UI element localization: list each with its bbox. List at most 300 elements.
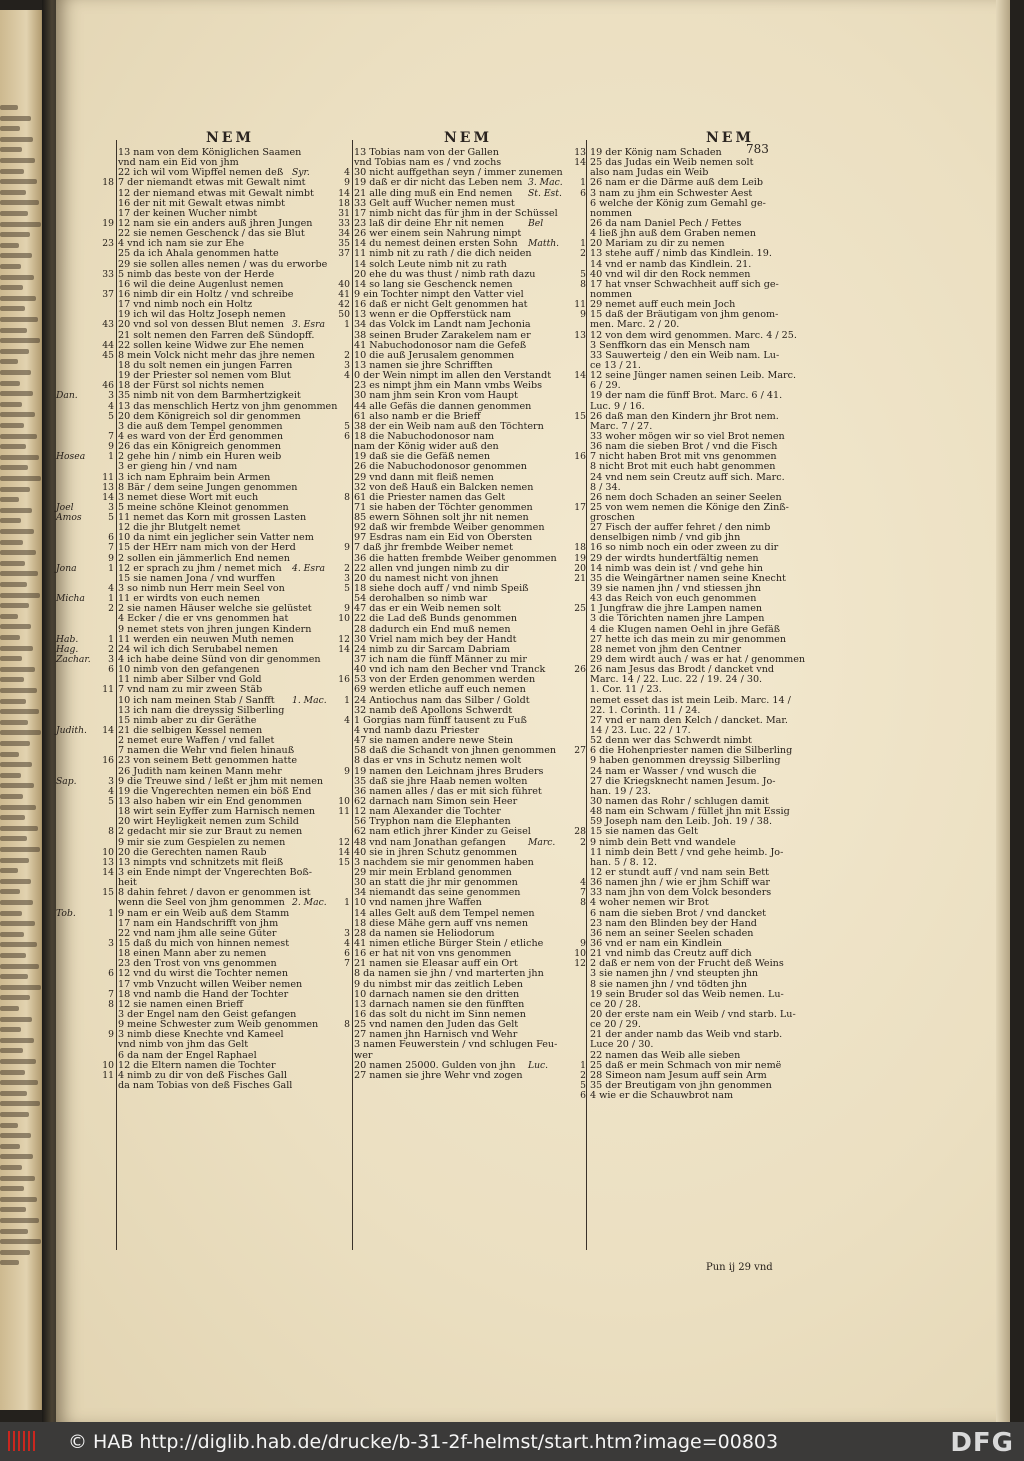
previous-page-text-mark [0,1229,28,1234]
entry-text: 53 von der Erden genommen werden [354,674,536,686]
entry-text: 3 nimb diese Knechte vnd Kameel [118,1029,284,1041]
entry-text: 20 dem Königreich sol dir genommen [118,410,301,422]
dfg-logo[interactable]: DFG [950,1428,1014,1458]
entry-text: 20 Mariam zu dir zu nemen [590,238,725,250]
entry-text: 17 vnd nimb noch ein Holtz [118,299,253,311]
entry-text: 12 er stundt auff / vnd nam sein Bett [590,866,769,878]
previous-page-text-mark [0,699,26,704]
entry-text: 29 vnd dann mit fleiß nemen [354,471,494,483]
entry-text: 19 daß sie die Gefäß nemen [354,451,491,463]
previous-page-text-mark [0,1091,27,1096]
page-folio: 783 [746,142,769,156]
index-entry [528,370,797,382]
entry-text: 97 Esdras nam ein Eid von Obersten [354,532,533,544]
entry-text: nemet esset das ist mein Leib. Marc. 14 / [590,694,791,706]
entry-text: 24 vnd nem sein Creutz auff sich. Marc. [590,471,785,483]
chapter-number: 9 [108,552,114,564]
previous-page-text-mark [0,317,38,322]
previous-page-text-mark [0,200,39,205]
index-entry [528,988,784,1000]
entry-text: 47 das er ein Weib nemen solt [354,603,501,615]
chapter-number: 11 [102,1069,114,1081]
chapter-number: 13 [574,147,586,158]
chapter-number: 31 [338,207,350,219]
index-entry [56,320,292,330]
book-reference: Marc. [528,836,556,848]
entry-text: 13 darnach namen sie den fünfften [354,998,525,1010]
entry-text: 34 das Volck im Landt nam Jechonia [354,319,531,331]
previous-page-text-mark [0,275,34,280]
previous-page-text-mark [0,752,19,757]
chapter-number: 34 [338,228,350,240]
chapter-number: 3 [344,359,350,371]
entry-text: 12 vnd du wirst die Tochter nemen [118,968,289,980]
entry-text: 8 / 34. [590,481,621,493]
chapter-number: 21 [574,572,586,584]
previous-page-text-mark [0,964,39,969]
previous-page-text-mark [0,1048,23,1053]
previous-page-text-mark [0,296,36,301]
chapter-number: 8 [108,826,114,838]
chapter-number: 6 [344,430,350,442]
entry-text: 44 alle Gefäs die dannen genommen [354,400,532,412]
chapter-number: 16 [574,451,586,463]
entry-text: 59 Joseph nam den Leib. Joh. 19 / 38. [590,816,772,828]
previous-page-text-mark [0,444,26,449]
previous-page-text-mark [0,783,34,788]
previous-page-text-mark [0,921,35,926]
entry-text: 48 vnd nam Jonathan gefangen [354,836,506,848]
book-reference: Matth. [528,238,560,250]
entry-text: 30 Vriel nam mich bey der Handt [354,633,517,645]
entry-text: 12 von dem wird genommen. Marc. 4 / 25. [590,329,797,341]
chapter-number: 16 [102,755,114,767]
chapter-number: 50 [338,309,350,321]
chapter-number: 33 [102,268,114,280]
index-entry [528,390,783,402]
chapter-number: 28 [574,826,586,838]
chapter-number: 1 [108,593,114,605]
entry-text: 3 die auß dem Tempel genommen [118,420,283,432]
chapter-number: 1 [108,451,114,463]
previous-page-text-mark [0,730,41,735]
chapter-number: 9 [108,1029,114,1041]
entry-text: 8 Bär / dem seine Jungen genommen [118,481,298,493]
previous-page-text-mark [0,561,25,566]
entry-text: 36 vnd er nam ein Kindlein [590,937,722,949]
entry-text: 21 alle ding muß ein End nemen [354,187,513,199]
entry-text: 6 die Hohenpriester namen die Silberling [590,745,793,757]
entry-text: 29 sie sollen alles nemen / was du erworbe [118,258,328,270]
chapter-number: 1 [344,897,350,909]
entry-text: 27 Fisch der auffer fehret / den nimb [590,522,771,534]
previous-page-text-mark [0,1186,24,1191]
entry-text: 17 hat vnser Schwachheit auff sich ge- [590,278,779,290]
entry-text: 9 mir sie zum Gespielen zu nemen [118,836,286,848]
previous-page-text-mark [0,158,35,163]
entry-text: 9 du nimbst mir das zeitlich Leben [354,978,523,990]
entry-text: 3 nam zu jhm ein Schwester Aest [590,187,753,199]
chapter-number: 11 [338,806,350,818]
entry-text: Marc. 14 / 22. Luc. 22 / 19. 24 / 30. [590,674,763,686]
previous-page-text-mark [0,953,26,958]
entry-text: 20 namen 25000. Gulden von jhn [354,1059,516,1071]
entry-text: 14 nimb was dein ist / vnd gehe hin [590,562,763,574]
entry-text: 18 die Nabuchodonosor nam [354,430,495,442]
chapter-number: 5 [108,796,114,807]
entry-text: 20 die Gerechten namen Raub [118,846,267,858]
book-reference: 3. Mac. [528,177,563,189]
entry-text: 1 Gorgias nam fünff tausent zu Fuß [354,714,527,726]
entry-text: 11 nemet das Korn mit grossen Lasten [118,512,307,524]
entry-text: 16 daß er nicht Gelt genommen hat [354,299,528,311]
chapter-number: 20 [574,562,586,574]
entry-text: 32 von deß Hauß ein Balcken nemen [354,481,534,493]
previous-page-text-mark [0,222,41,227]
entry-text: 5 meine schöne Kleinot genommen [118,501,289,513]
previous-page-text-mark [0,137,33,142]
chapter-number: 5 [344,420,350,432]
chapter-number: 3 [108,654,114,666]
entry-text: 37 ich nam die fünff Männer zu mir [354,654,527,666]
entry-text: 26 da nam Daniel Pech / Fettes [590,217,742,229]
chapter-number: 15 [574,410,586,422]
entry-text: 15 der HErr nam mich von der Herd [118,542,296,554]
entry-text: 2 gedacht mir sie zur Braut zu nemen [118,826,303,838]
entry-text: 13 nam von dem Königlichen Saamen [118,147,302,158]
entry-text: 33 Gelt auff Wucher nemen must [354,197,515,209]
entry-text: 23 von seinem Bett genommen hatte [118,755,298,767]
entry-text: 15 sie namen Jona / vnd wurffen [118,572,276,584]
chapter-number: 45 [102,349,114,361]
entry-text: 18 diese Mähe gern auff vns nemen [354,917,529,929]
entry-text: 16 der nit mit Gewalt etwas nimbt [118,197,285,209]
index-entry [528,199,764,209]
entry-text: 26 wer einem sein Nahrung nimpt [354,228,522,240]
previous-page-text-mark [0,1123,18,1128]
chapter-number: 1 [108,633,114,645]
entry-text: 9 ein Tochter nimpt den Vatter viel [354,288,524,300]
entry-text: 22 ich wil vom Wipffel nemen deß [118,167,284,179]
entry-text: 33 woher mögen wir so viel Brot nemen [590,430,785,442]
entry-text: 27 die Kriegsknecht namen Jesum. Jo- [590,775,776,787]
previous-page-text-mark [0,709,39,714]
entry-text: 18 der Fürst sol nichts nemen [118,380,265,392]
entry-text: nommen [590,207,633,219]
book-reference: Luc. [528,1059,549,1071]
previous-page-text-mark [0,465,28,470]
previous-page-text-mark [0,646,33,651]
book-reference: Hag. [56,643,79,655]
chapter-number: 5 [580,268,586,280]
entry-text: 2 sollen ein jämmerlich End nemen [118,552,290,564]
previous-page-text-mark [0,126,20,131]
entry-text: 13 das menschlich Hertz von jhm genommen [118,400,338,412]
entry-text: 27 vnd er nam den Kelch / dancket. Mar. [590,714,788,726]
previous-page-text-mark [0,667,35,672]
entry-text: 41 nimen etliche Bürger Stein / etliche [354,937,544,949]
entry-text: 30 nam jhm sein Kron vom Haupt [354,390,518,402]
previous-page-text-mark [0,656,22,661]
chapter-number: 10 [338,613,350,625]
index-entry [292,391,528,401]
entry-text: 19 der nam die fünff Brot. Marc. 6 / 41. [590,390,783,402]
entry-text: 10 die auß Jerusalem genommen [354,349,515,361]
previous-page-text-mark [0,243,19,248]
entry-text: 40 sie in jhren Schutz genommen [354,846,518,858]
entry-text: 3 er gieng hin / vnd nam [118,461,238,473]
entry-text: 13 namen sie jhre Schrifften [354,359,493,371]
index-entry [528,278,779,290]
chapter-number: 18 [574,542,586,554]
chapter-number: 17 [574,501,586,513]
chapter-number: 4 [108,583,114,595]
index-entry [292,1071,528,1081]
entry-text: 2 daß er nem von der Frucht deß Weins [590,958,784,970]
entry-text: 4 nimb zu dir von deß Fisches Gall [118,1069,287,1081]
chapter-number: 9 [344,177,350,189]
chapter-number: 4 [344,167,350,179]
previous-page-text-mark [0,1006,19,1011]
index-entry [56,1040,292,1050]
previous-page-text-mark [0,169,24,174]
entry-text: 22 vnd nam jhm alle seine Güter [118,927,277,939]
entry-text: 22 die Lad deß Bunds genommen [354,613,518,625]
entry-text: 23 den Trost von vns genommen [118,958,277,970]
chapter-number: 37 [338,248,350,260]
entry-text: 18 wirt sein Eyffer zum Harnisch nemen [118,806,316,818]
entry-text: nam der König wider auß den [354,441,499,453]
chapter-number: 14 [574,157,586,169]
index-entry [528,501,789,513]
chapter-number: 42 [338,299,350,311]
entry-text: 15 daß der Bräutigam von jhm genom- [590,309,779,321]
chapter-number: 4 [108,785,114,797]
entry-text: 22 namen das Weib alle sieben [590,1049,741,1061]
chapter-number: 4 [344,937,350,949]
entry-text: 28 da namen sie Heliodorum [354,927,495,939]
entry-text: da nam Tobias von deß Fisches Gall [118,1079,293,1091]
entry-text: 16 nimb dir ein Holtz / vnd schreibe [118,288,294,300]
entry-text: 4 ließ jhn auß dem Graben nemen [590,228,756,240]
entry-text: 11 nimb dein Bett / vnd gehe heimb. Jo- [590,846,784,858]
chapter-number: 6 [344,948,350,960]
chapter-number: 1 [108,907,114,919]
entry-text: 8 dahin fehret / davon er genommen ist [118,887,311,899]
previous-page-text-mark [0,1017,32,1022]
previous-page-text-mark [0,487,30,492]
hab-logo-icon[interactable] [0,1422,40,1461]
entry-text: 61 also namb er die Brieff [354,410,481,422]
book-reference: Sap. [56,775,77,787]
book-reference: Zachar. [56,654,91,666]
entry-text: 28 dadurch ein End muß nemen [354,623,511,635]
entry-text: 18 vnd namb die Hand der Tochter [118,988,289,1000]
chapter-number: 9 [108,441,114,453]
entry-text: 8 sie namen jhn / vnd tödten jhn [590,978,748,990]
chapter-number: 2 [580,836,586,848]
previous-page-text-mark [0,1260,19,1265]
entry-text: 12 die jhr Blutgelt nemet [118,522,241,534]
entry-text: 3 ein Ende nimpt der Vngerechten Boß- [118,866,313,878]
entry-text: Luce 20 / 30. [590,1039,654,1051]
chapter-number: 27 [574,745,586,757]
previous-page-text-mark [0,1250,30,1255]
index-entry [528,1040,764,1050]
entry-text: 36 namen alles / das er mit sich führet [354,785,542,797]
entry-text: vnd nam ein Eid von jhm [118,157,239,169]
chapter-number: 8 [344,1019,350,1031]
previous-page-text-mark [0,932,24,937]
entry-text: 16 wil die deine Augenlust nemen [118,278,284,290]
previous-page-text-mark [0,582,27,587]
entry-text: 7 nicht haben Brot mit vns genommen [590,451,777,463]
entry-text: 92 daß wir frembde Weiber genommen [354,522,545,534]
entry-text: 62 darnach nam Simon sein Heer [354,796,518,807]
book-reference: Joel [56,501,74,513]
index-entry [56,969,292,979]
previous-page-text-mark [0,1165,22,1170]
previous-page-text-mark [0,773,21,778]
entry-text: wer [354,1049,373,1061]
entry-text: 17 nam ein Handschrifft von jhm [118,917,279,929]
entry-text: 14 solch Leute nimb nit zu rath [354,258,507,270]
previous-page-edge [0,10,48,1410]
entry-text: 7 daß jhr frembde Weiber nemet [354,542,513,554]
previous-page-text-mark [0,232,30,237]
entry-text: 27 hette ich das mein zu mir genommen [590,633,787,645]
entry-text: 16 so nimb noch ein oder zween zu dir [590,542,779,554]
previous-page-text-mark [0,1101,40,1106]
entry-text: 16 das solt du nicht im Sinn nemen [354,1008,526,1020]
book-reference: 1. Mac. [292,694,327,706]
entry-text: 5 nimb das beste von der Herde [118,268,275,280]
entry-text: 30 nicht auffgethan seyn / immer zunemen [354,167,563,179]
entry-text: 9 nam er ein Weib auß dem Stamm [118,907,290,919]
entry-text: 3 die Törichten namen jhre Lampen [590,613,765,625]
previous-page-text-mark [0,412,35,417]
entry-text: 30 namen das Rohr / schlugen damit [590,796,769,807]
entry-text: 21 solt nemen den Farren deß Sündopff. [118,329,315,341]
entry-text: 24 wil ich dich Serubabel nemen [118,643,278,655]
previous-page-text-mark [0,847,40,852]
previous-page-text-mark [0,423,24,428]
chapter-number: 5 [580,1079,586,1091]
entry-text: Marc. 7 / 27. [590,420,653,432]
chapter-number: 11 [102,684,114,696]
footer-copyright-url[interactable]: © HAB http://diglib.hab.de/drucke/b-31-2f-helmst/start.htm?image=00803 [68,1431,779,1453]
entry-text: 21 der ander namb das Weib vnd starb. [590,1029,783,1041]
previous-page-text-mark [0,1027,21,1032]
previous-page-text-mark [0,794,23,799]
entry-text: 10 da nimt ein jeglicher sein Vatter nem [118,532,314,544]
entry-text: 14 du nemest deinen ersten Sohn [354,238,518,250]
chapter-number: 6 [108,968,114,980]
entry-text: 15 sie namen das Gelt [590,826,698,838]
chapter-number: 9 [344,603,350,615]
chapter-number: 8 [344,491,350,503]
previous-page-text-mark [0,434,37,439]
chapter-number: 13 [102,856,114,868]
chapter-number: 1 [580,238,586,250]
entry-text: han. 19 / 23. [590,785,651,797]
entry-text: 22 allen vnd jungen nimb zu dir [354,562,509,574]
chapter-number: 3 [108,937,114,949]
index-entry [56,866,313,878]
entry-text: 4 wie er die Schauwbrot nam [590,1090,734,1102]
previous-page-text-mark [0,635,20,640]
entry-text: 26 die Nabuchodonosor genommen [354,461,527,473]
chapter-number: 35 [338,238,350,250]
previous-page-text-mark [0,815,25,820]
previous-page-text-mark [0,550,36,555]
entry-text: 3 so nimb nun Herr mein Seel von [118,583,285,595]
chapter-number: 2 [108,643,114,655]
chapter-number: 13 [102,481,114,493]
entry-text: 19 daß er dir nicht das Leben nem [354,177,523,189]
previous-page-text-mark [0,593,40,598]
chapter-number: 14 [574,370,586,382]
entry-text: 7 der niemandt etwas mit Gewalt nimt [118,177,306,189]
entry-text: 9 nemet stets von jhren jungen Kindern [118,623,312,635]
previous-page-text-mark [0,1176,35,1181]
entry-text: 3 nemet diese Wort mit euch [118,491,259,503]
entry-text: groschen [590,512,635,524]
entry-text: 56 Tryphon nam die Elephanten [354,816,511,828]
entry-text: 18 siehe doch auff / vnd nimb Speiß [354,583,529,595]
entry-text: 9 haben genommen dreyssig Silberling [590,755,781,767]
entry-text: 28 Simeon nam Jesum auff sein Arm [590,1069,767,1081]
index-entry [528,1008,796,1020]
entry-text: 3 ich nam Ephraim bein Armen [118,471,271,483]
chapter-number: 2 [344,562,350,574]
previous-page-text-mark [0,253,32,258]
entry-text: 33 nam jhn von dem Volck besonders [590,887,772,899]
entry-text: 20 du namest nicht von jhnen [354,572,499,584]
entry-text: 10 darnach namen sie den dritten [354,988,520,1000]
book-reference: Jona [56,562,77,574]
chapter-number: 14 [338,187,350,199]
chapter-number: 3 [108,501,114,513]
previous-page-text-mark [0,805,36,810]
chapter-number: 1 [580,1059,586,1071]
chapter-number: 13 [574,329,586,341]
previous-page-text-mark [0,974,28,979]
entry-text: 19 die Vngerechten nemen ein böß End [118,785,312,797]
entry-text: 6 da nam der Engel Raphael [118,1049,257,1061]
chapter-number: 25 [574,603,586,615]
entry-text: 24 nimb zu dir Sarcam Dabriam [354,643,511,655]
entry-text: 15 nimb aber zu dir Geräthe [118,714,257,726]
previous-page-text-mark [0,391,33,396]
previous-page-text-mark [0,900,33,905]
entry-text: 20 ehe du was thust / nimb rath dazu [354,268,536,280]
previous-page-text-mark [0,179,37,184]
entry-text: 13 Tobias nam von der Gallen [354,147,499,158]
chapter-number: 14 [102,725,114,737]
previous-page-text-mark [0,328,27,333]
entry-text: 19 sein Bruder sol das Weib nemen. Lu- [590,988,784,1000]
previous-page-text-mark [0,942,37,947]
chapter-number: 4 [344,714,350,726]
chapter-number: 8 [580,897,586,909]
previous-page-text-mark [0,868,18,873]
book-reference: Syr. [292,167,310,179]
chapter-number: 14 [102,491,114,503]
catchword: Pun ij 29 vnd [706,1262,773,1273]
entry-text: 10 vnd namen jhre Waffen [354,897,482,909]
entry-text: 3 namen Feuwerstein / vnd schlugen Feu- [354,1039,558,1051]
